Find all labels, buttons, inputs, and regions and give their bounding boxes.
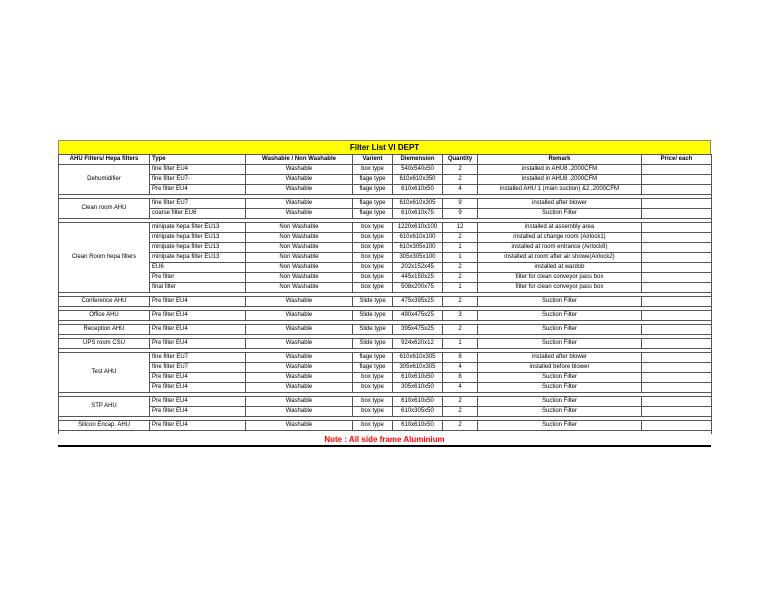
cell-dimension: 305x305x100 [393,253,443,263]
cell-ahu-group: UPS room CSU [59,339,150,349]
cell-type: final filter [150,283,246,293]
col-header-washable: Washable / Non Washable [246,155,353,165]
cell-quantity: 12 [443,223,478,233]
cell-dimension: 490x475x25 [393,311,443,321]
cell-washable: Washable [246,353,353,363]
cell-quantity: 2 [443,273,478,283]
cell-dimension: 924x620x12 [393,339,443,349]
cell-variant: flage type [353,199,393,209]
cell-price [642,325,712,335]
cell-quantity: 4 [443,363,478,373]
cell-dimension: 610x610x50 [393,421,443,431]
cell-variant: flage type [353,185,393,195]
cell-quantity: 1 [443,339,478,349]
cell-ahu-group: Clean Room hepa filters [59,223,150,293]
cell-quantity: 2 [443,165,478,175]
cell-remark: filter for clean conveyor pass box [478,283,642,293]
table-row [59,209,712,219]
cell-ahu-group: STP AHU [59,397,150,417]
cell-washable: Washable [246,165,353,175]
cell-variant: flage type [353,175,393,185]
cell-remark: Suction Filter [478,311,642,321]
cell-variant: flage type [353,363,393,373]
table-row [59,199,712,209]
cell-price [642,165,712,175]
cell-ahu-group: Silicon Encap. AHU [59,421,150,431]
table-header-row [59,155,712,165]
cell-remark: installed in AHU8 ,2000CFM [478,175,642,185]
cell-ahu-group: Dehumidifier [59,165,150,195]
table-row [59,283,712,293]
cell-quantity: 2 [443,175,478,185]
cell-washable: Washable [246,397,353,407]
table-row [59,273,712,283]
cell-type: fine filter EU7 [150,363,246,373]
cell-type: fine filter EU4 [150,165,246,175]
cell-variant: Slide type [353,339,393,349]
cell-washable: Washable [246,185,353,195]
table-row [59,383,712,393]
cell-remark: filter for clean conveyor pass box [478,273,642,283]
cell-remark: installed at room after air showe(Airlock2) [478,253,642,263]
cell-ahu-group: Reception AHU [59,325,150,335]
cell-price [642,363,712,373]
cell-type: coarse filter EU8 [150,209,246,219]
cell-dimension: 305x610x50 [393,383,443,393]
cell-price [642,199,712,209]
cell-dimension: 508x200x75 [393,283,443,293]
cell-washable: Non Washable [246,233,353,243]
table-row [59,175,712,185]
cell-washable: Non Washable [246,243,353,253]
table-row [59,407,712,417]
cell-quantity: 2 [443,397,478,407]
table-row [59,339,712,349]
cell-type: minipate hepa filter EU13 [150,233,246,243]
cell-price [642,263,712,273]
table-row [59,243,712,253]
col-header-ahu: AHU Filters/ Hepa filters [59,155,150,165]
cell-type: fine filter EU7- [150,175,246,185]
table-row [59,397,712,407]
cell-quantity: 8 [443,373,478,383]
table-row [59,373,712,383]
cell-washable: Non Washable [246,283,353,293]
cell-washable: Non Washable [246,273,353,283]
cell-remark: Suction Filter [478,209,642,219]
cell-type: fine filter EU7 [150,199,246,209]
cell-quantity: 2 [443,233,478,243]
cell-dimension: 445x150x25 [393,273,443,283]
cell-washable: Washable [246,363,353,373]
cell-quantity: 2 [443,325,478,335]
cell-remark: Suction Filter [478,421,642,431]
col-header-price: Price/ each [642,155,712,165]
cell-price [642,185,712,195]
cell-quantity: 8 [443,353,478,363]
cell-quantity: 1 [443,243,478,253]
cell-quantity: 4 [443,185,478,195]
cell-variant: box type [353,421,393,431]
col-header-type: Type [150,155,246,165]
cell-variant: Slide type [353,297,393,307]
cell-remark: Suction Filter [478,383,642,393]
table-body [59,165,712,435]
cell-washable: Washable [246,175,353,185]
cell-price [642,175,712,185]
cell-type: minipate hepa filter EU13 [150,243,246,253]
cell-type: EU6 [150,263,246,273]
cell-variant: box type [353,383,393,393]
cell-dimension: 395x475x25 [393,325,443,335]
cell-dimension: 610x610x75 [393,209,443,219]
cell-remark: installed at wardob [478,263,642,273]
cell-quantity: 2 [443,297,478,307]
cell-quantity: 2 [443,407,478,417]
cell-remark: installed before blower [478,363,642,373]
cell-quantity: 9 [443,199,478,209]
cell-remark: Suction Filter [478,339,642,349]
table-row [59,185,712,195]
cell-washable: Washable [246,297,353,307]
cell-remark: installed at room entrance (Airlock8) [478,243,642,253]
cell-washable: Non Washable [246,263,353,273]
cell-variant: flage type [353,353,393,363]
cell-dimension: 610x610x100 [393,233,443,243]
cell-price [642,353,712,363]
cell-dimension: 540x540x50 [393,165,443,175]
cell-remark: Suction Filter [478,397,642,407]
cell-type: Pre filter EU4 [150,339,246,349]
cell-type: Pre filter EU4 [150,407,246,417]
cell-price [642,253,712,263]
cell-ahu-group: Office AHU [59,311,150,321]
table-row [59,297,712,307]
cell-variant: box type [353,165,393,175]
cell-quantity: 9 [443,209,478,219]
cell-variant: Slide type [353,325,393,335]
cell-variant: box type [353,273,393,283]
bottom-divider [58,445,711,447]
cell-dimension: 610x610x305 [393,353,443,363]
cell-variant: flage type [353,209,393,219]
cell-type: Pre filter EU4 [150,421,246,431]
cell-price [642,407,712,417]
cell-washable: Non Washable [246,223,353,233]
table-row [59,165,712,175]
cell-price [642,311,712,321]
cell-remark: installed at change room (Airlock1) [478,233,642,243]
cell-variant: box type [353,283,393,293]
cell-washable: Washable [246,311,353,321]
cell-type: minipate hepa filter EU13 [150,223,246,233]
cell-remark: Suction Filter [478,407,642,417]
table-row [59,363,712,373]
cell-price [642,209,712,219]
cell-price [642,421,712,431]
col-header-variant: Varient [353,155,393,165]
table-row [59,233,712,243]
table-row [59,263,712,273]
table-row [59,311,712,321]
cell-variant: box type [353,253,393,263]
cell-washable: Washable [246,373,353,383]
cell-variant: box type [353,243,393,253]
cell-remark: installed after blower [478,353,642,363]
cell-dimension: 610x610x305 [393,199,443,209]
table-row [59,353,712,363]
cell-price [642,373,712,383]
col-header-quantity: Quantity [443,155,478,165]
cell-remark: installed at assembly area [478,223,642,233]
cell-quantity: 4 [443,383,478,393]
cell-dimension: 610x610x50 [393,373,443,383]
filter-list-sheet [58,140,711,447]
cell-dimension: 475x395x25 [393,297,443,307]
col-header-dimension: Diemension [393,155,443,165]
cell-dimension: 610x610x350 [393,175,443,185]
cell-washable: Non Washable [246,253,353,263]
cell-ahu-group: Clean room AHU [59,199,150,219]
cell-variant: box type [353,223,393,233]
cell-price [642,283,712,293]
cell-quantity: 2 [443,263,478,273]
cell-dimension: 610x610x50 [393,397,443,407]
cell-type: Pre filter EU4 [150,297,246,307]
cell-dimension: 1220x610x100 [393,223,443,233]
cell-variant: box type [353,407,393,417]
cell-price [642,297,712,307]
cell-washable: Washable [246,325,353,335]
cell-type: minipate hepa filter EU13 [150,253,246,263]
cell-quantity: 2 [443,421,478,431]
cell-remark: Suction Filter [478,297,642,307]
cell-remark: Suction Filter [478,373,642,383]
cell-type: Pre filter EU4 [150,373,246,383]
cell-variant: box type [353,263,393,273]
cell-washable: Washable [246,339,353,349]
cell-price [642,223,712,233]
cell-remark: Suction Filter [478,325,642,335]
cell-price [642,233,712,243]
table-row [59,223,712,233]
filter-table [58,154,712,434]
cell-washable: Washable [246,199,353,209]
cell-quantity: 1 [443,253,478,263]
cell-type: Pre filter EU4 [150,185,246,195]
table-row [59,253,712,263]
col-header-remark: Remark [478,155,642,165]
cell-quantity: 1 [443,283,478,293]
cell-remark: installed in AHU8 ,2000CFM [478,165,642,175]
table-row [59,421,712,431]
sheet-title: Filter List VI DEPT [58,140,711,154]
cell-type: Pre filter [150,273,246,283]
cell-type: fine filter EU7 [150,353,246,363]
cell-dimension: 202x152x45 [393,263,443,273]
note-text: Note : All side frame Aluminium [324,435,445,444]
cell-price [642,273,712,283]
cell-type: Pre filter EU4 [150,397,246,407]
cell-type: Pre filter EU4 [150,311,246,321]
cell-remark: installed after blower [478,199,642,209]
cell-dimension: 610x610x50 [393,185,443,195]
cell-variant: Slide type [353,311,393,321]
cell-price [642,383,712,393]
cell-variant: box type [353,397,393,407]
cell-variant: box type [353,233,393,243]
table-row [59,325,712,335]
cell-type: Pre filter EU4 [150,383,246,393]
cell-washable: Washable [246,209,353,219]
cell-price [642,243,712,253]
cell-ahu-group: Test AHU [59,353,150,393]
cell-washable: Washable [246,383,353,393]
cell-price [642,397,712,407]
cell-ahu-group: Conference AHU [59,297,150,307]
cell-dimension: 305x610x305 [393,363,443,373]
cell-dimension: 610x305x50 [393,407,443,417]
cell-variant: box type [353,373,393,383]
cell-washable: Washable [246,407,353,417]
cell-price [642,339,712,349]
cell-quantity: 3 [443,311,478,321]
cell-washable: Washable [246,421,353,431]
cell-dimension: 610x305x100 [393,243,443,253]
cell-type: Pre filter EU4 [150,325,246,335]
cell-remark: installed AHU 1 (main suction) &2 ,2000CFM [478,185,642,195]
